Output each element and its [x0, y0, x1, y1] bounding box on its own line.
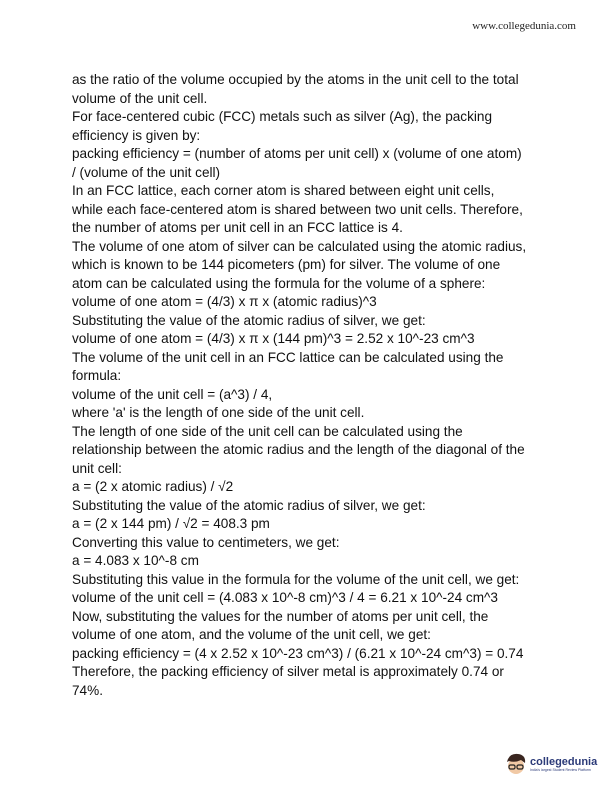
- text-line: volume of the unit cell = (a^3) / 4,: [72, 386, 273, 402]
- text-line: unit cell:: [72, 460, 122, 476]
- text-line: efficiency is given by:: [72, 127, 201, 143]
- text-line: a = (2 x 144 pm) / √2 = 408.3 pm: [72, 516, 270, 531]
- text-line: packing efficiency = (4 x 2.52 x 10^-23 cm^3) / (6.21 x 10^-24 cm^3) = 0.74: [72, 645, 524, 661]
- text-line: volume of the unit cell = (4.083 x 10^-8 cm)^3 / 4 = 6.21 x 10^-24 cm^3: [72, 590, 498, 605]
- mascot-icon: [505, 752, 527, 776]
- text-line: while each face-centered atom is shared between two unit cells. Therefore,: [72, 201, 523, 217]
- text-line: For face-centered cubic (FCC) metals such as silver (Ag), the packing: [72, 109, 493, 124]
- text-line: relationship between the atomic radius and the length of the diagonal of the: [72, 442, 525, 457]
- text-line: Substituting this value in the formula for the volume of the unit cell, we get:: [72, 571, 520, 587]
- text-line: The volume of the unit cell in an FCC lattice can be calculated using the: [72, 349, 504, 365]
- text-line: Therefore, the packing efficiency of silver metal is approximately 0.74 or: [72, 664, 504, 679]
- text-line: volume of one atom, and the volume of the unit cell, we get:: [72, 627, 431, 642]
- text-line: volume of one atom = (4/3) x π x (144 pm)^3 = 2.52 x 10^-23 cm^3: [72, 331, 475, 346]
- text-line: Substituting the value of the atomic radius of silver, we get:: [72, 312, 426, 328]
- text-line: The volume of one atom of silver can be calculated using the atomic radius,: [72, 238, 527, 254]
- text-line: The length of one side of the unit cell can be calculated using the: [72, 423, 463, 439]
- text-line: Substituting the value of the atomic radius of silver, we get:: [72, 497, 426, 513]
- text-line: atom can be calculated using the formula for the volume of a sphere:: [72, 275, 486, 291]
- text-line: a = (2 x atomic radius) / √2: [72, 479, 234, 494]
- logo-tagline: India's largest Student Review Platform: [530, 767, 591, 772]
- logo-name: collegedunia: [530, 755, 598, 768]
- text-line: / (volume of the unit cell): [72, 164, 221, 180]
- text-line: which is known to be 144 picometers (pm) for silver. The volume of one: [72, 257, 501, 272]
- text-line: In an FCC lattice, each corner atom is shared between eight unit cells,: [72, 183, 495, 198]
- text-line: Now, substituting the values for the number of atoms per unit cell, the: [72, 608, 489, 624]
- text-line: as the ratio of the volume occupied by the atoms in the unit cell to the total: [72, 72, 519, 87]
- text-line: 74%.: [72, 682, 103, 698]
- text-line: a = 4.083 x 10^-8 cm: [72, 553, 199, 568]
- text-line: volume of the unit cell.: [72, 90, 208, 106]
- text-line: packing efficiency = (number of atoms per unit cell) x (volume of one atom): [72, 146, 522, 161]
- text-line: Converting this value to centimeters, we get:: [72, 534, 340, 550]
- document-body: [72, 71, 552, 700]
- text-line: the number of atoms per unit cell in an FCC lattice is 4.: [72, 220, 403, 235]
- collegedunia-logo: [505, 752, 597, 776]
- text-line: volume of one atom = (4/3) x π x (atomic radius)^3: [72, 294, 377, 309]
- text-line: where 'a' is the length of one side of the unit cell.: [72, 405, 365, 420]
- text-line: formula:: [72, 368, 122, 383]
- header-url: www.collegedunia.com: [472, 20, 576, 32]
